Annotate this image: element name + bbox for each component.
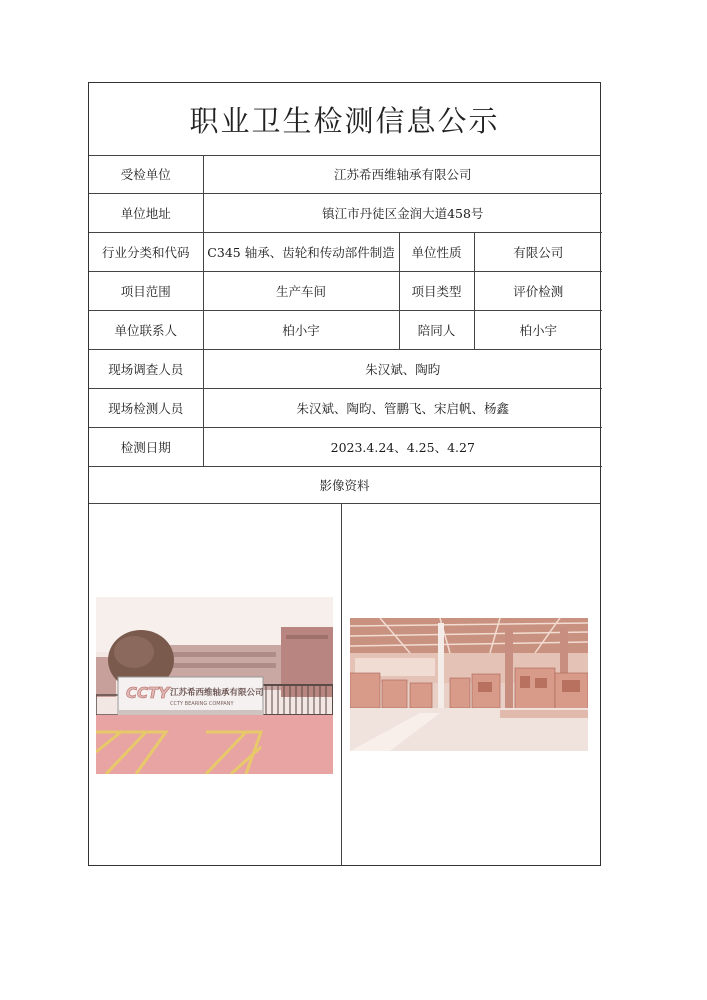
title-row [89,83,600,156]
value-testing-staff: 朱汉斌、陶昀、管鹏飞、宋启帆、杨鑫 [203,389,602,428]
table-row [89,350,602,389]
label-inspected-unit: 受检单位 [89,155,203,194]
table-row [89,155,602,194]
page-title: 职业卫生检测信息公示 [189,103,500,138]
info-table [89,155,602,467]
table-row [89,389,602,428]
sign-company-name: 江苏希西维轴承有限公司 [170,688,264,698]
value-test-date: 2023.4.24、4.25、4.27 [203,428,602,467]
table-row [89,311,602,350]
company-entrance-photo [96,597,333,774]
label-testing-staff: 现场检测人员 [89,389,203,428]
table-row [89,194,602,233]
company-entrance-image [96,597,333,774]
value-contact-person: 柏小宇 [203,311,399,350]
table-row [89,233,602,272]
label-unit-nature: 单位性质 [399,233,474,272]
value-unit-address: 镇江市丹徒区金润大道458号 [203,194,602,233]
label-unit-address: 单位地址 [89,194,203,233]
sign-english-name: CCTY BEARING COMPANY [170,701,234,707]
photo-section-header: 影像资料 [89,466,600,504]
label-contact-person: 单位联系人 [89,311,203,350]
label-accompanying-person: 陪同人 [399,311,474,350]
value-accompanying-person: 柏小宇 [474,311,602,350]
label-survey-staff: 现场调查人员 [89,350,203,389]
label-industry-code: 行业分类和代码 [89,233,203,272]
value-survey-staff: 朱汉斌、陶昀 [203,350,602,389]
workshop-interior-photo [350,618,588,751]
sign-logo: CCTY [126,684,170,702]
label-test-date: 检测日期 [89,428,203,467]
table-row [89,272,602,311]
value-project-type: 评价检测 [474,272,602,311]
value-unit-nature: 有限公司 [474,233,602,272]
photo-divider [341,503,342,865]
value-project-scope: 生产车间 [203,272,399,311]
label-project-scope: 项目范围 [89,272,203,311]
workshop-interior-image [350,618,588,751]
label-project-type: 项目类型 [399,272,474,311]
photo-area [89,503,600,865]
table-row [89,428,602,467]
disclosure-form [88,82,601,866]
value-inspected-unit: 江苏希西维轴承有限公司 [203,155,602,194]
value-industry-code: C345 轴承、齿轮和传动部件制造 [203,233,399,272]
